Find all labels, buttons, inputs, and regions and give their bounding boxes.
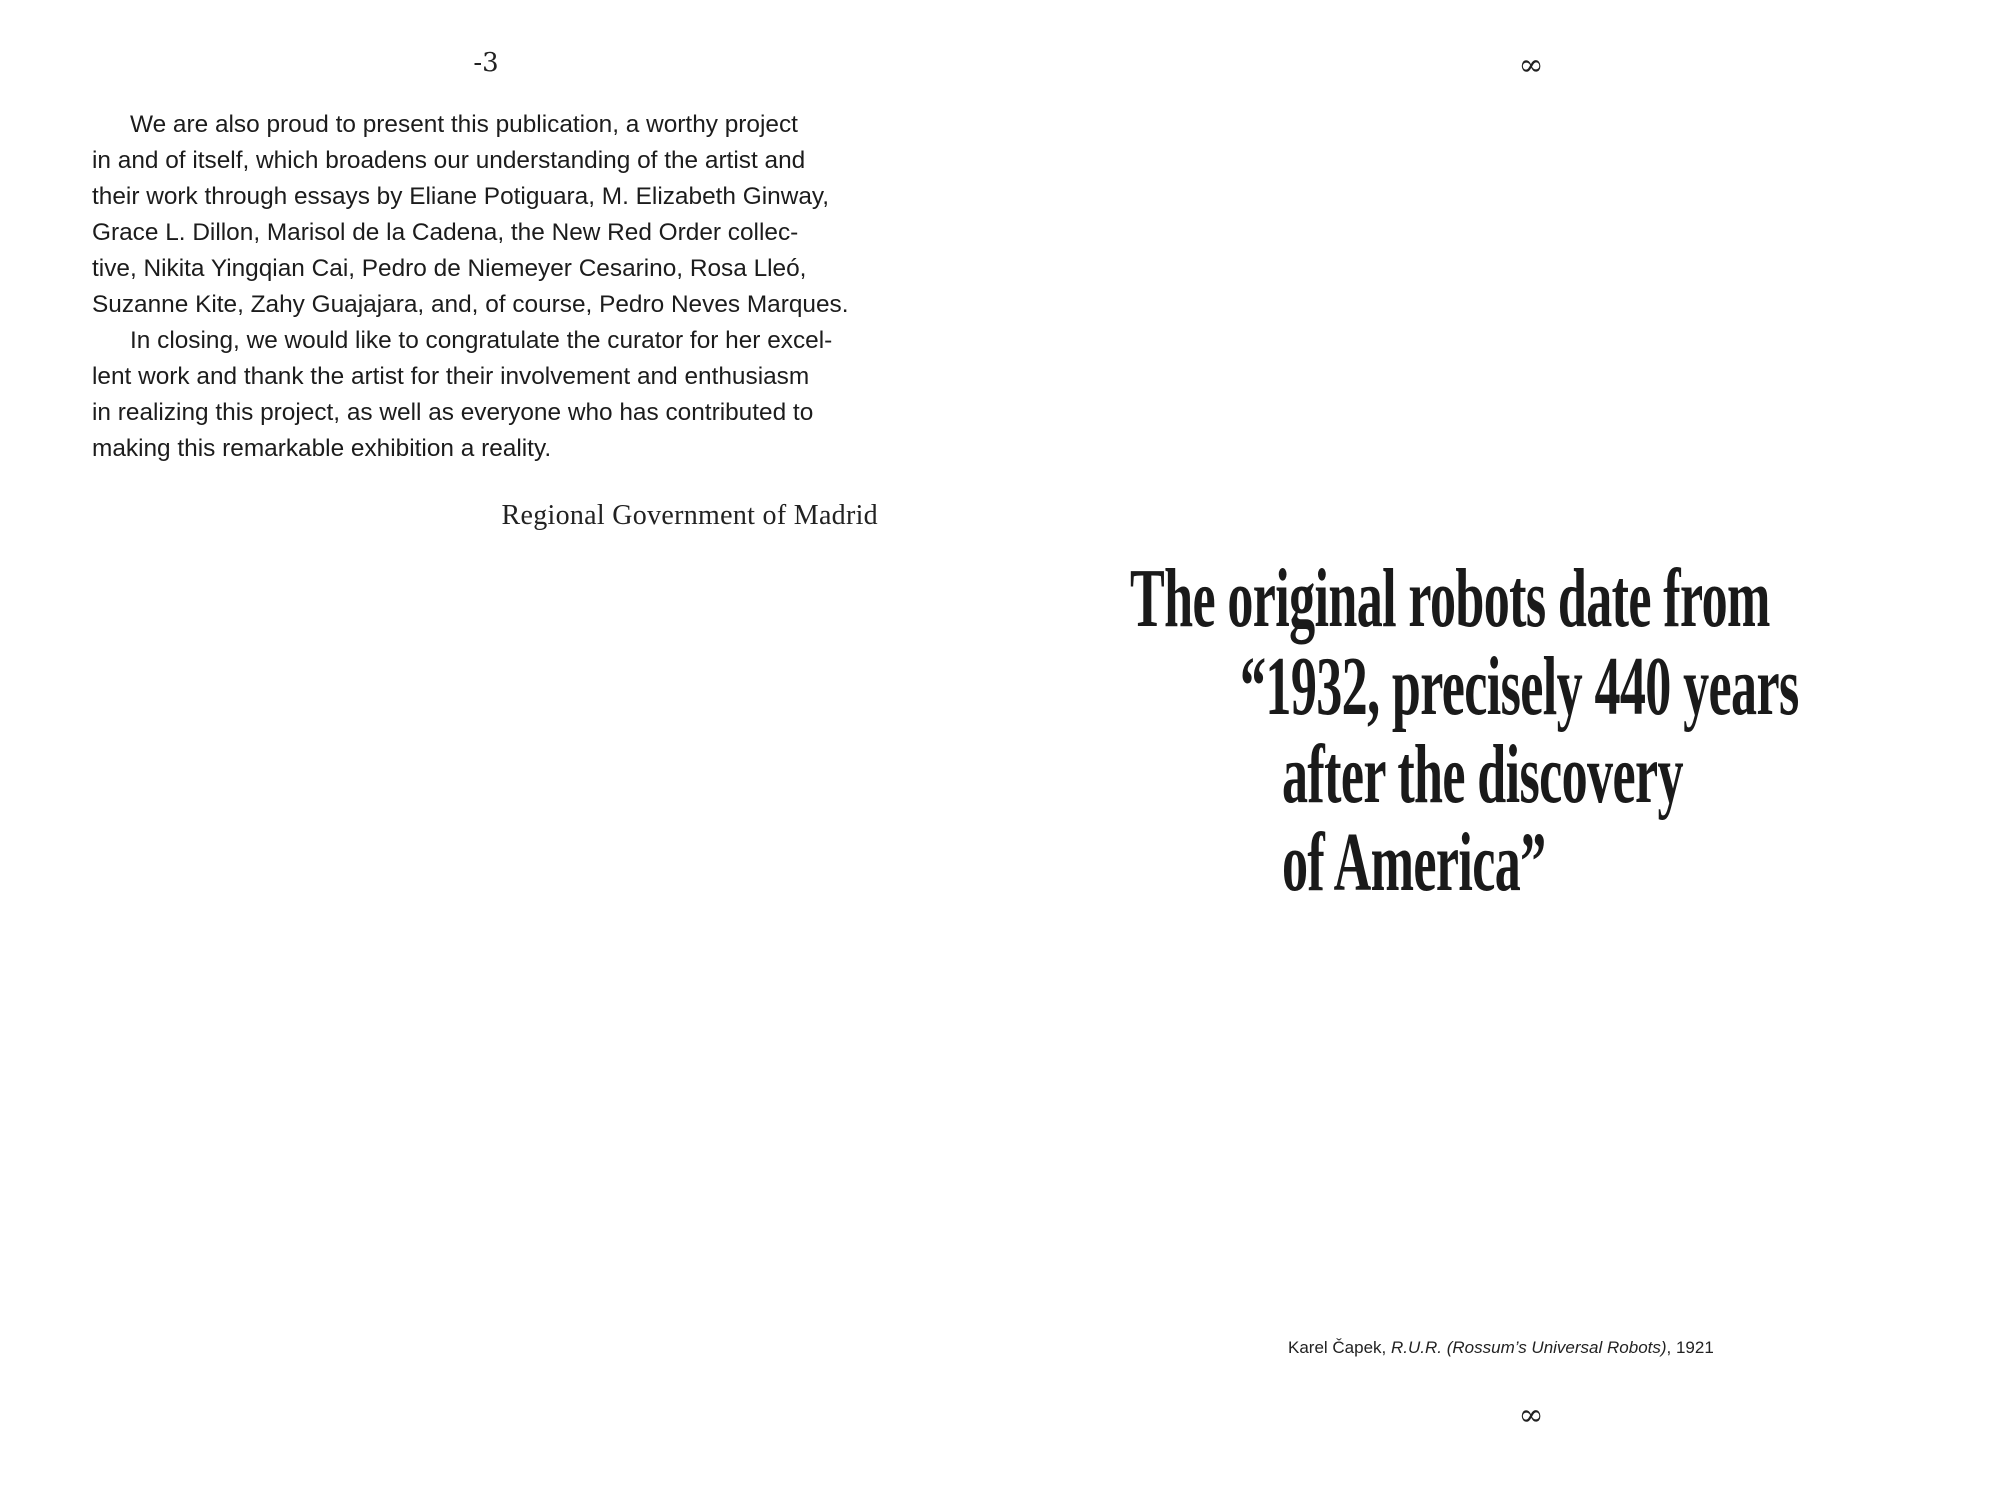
quote-line: after the discovery — [1282, 728, 1683, 821]
paragraph-1 — [92, 107, 886, 323]
paragraph-2 — [92, 323, 886, 467]
signature: Regional Government of Madrid — [501, 500, 878, 531]
caption-author: Karel Čapek, — [1288, 1338, 1391, 1357]
text-line: lent work and thank the artist for their involvement and enthusiasm — [92, 363, 810, 390]
text-line: Grace L. Dillon, Marisol de la Cadena, the New Red Order collec- — [92, 219, 799, 246]
quote-line: of America” — [1282, 816, 1546, 909]
text-line: In closing, we would like to congratulate the curator for her excel- — [130, 327, 833, 354]
quote-line: The original robots date from — [1130, 552, 1770, 645]
page-number-left: -3 — [473, 48, 499, 78]
text-line: in and of itself, which broadens our understanding of the artist and — [92, 147, 806, 174]
text-line: making this remarkable exhibition a reality. — [92, 435, 552, 462]
text-line: in realizing this project, as well as everyone who has contributed to — [92, 399, 814, 426]
quote-caption — [1288, 1338, 1808, 1358]
caption-title: R.U.R. (Rossum’s Universal Robots) — [1391, 1338, 1667, 1357]
quote-line: “1932, precisely 440 years — [1240, 640, 1799, 733]
text-line: We are also proud to present this publication, a worthy project — [130, 111, 798, 138]
text-line: their work through essays by Eliane Potiguara, M. Elizabeth Ginway, — [92, 183, 830, 210]
page-number-right-bottom: ∞ — [1518, 1398, 1544, 1433]
text-line: tive, Nikita Yingqian Cai, Pedro de Niemeyer Cesarino, Rosa Lleó, — [92, 255, 807, 282]
caption-year: , 1921 — [1666, 1338, 1714, 1357]
body-text — [92, 107, 886, 467]
page-number-right-top: ∞ — [1518, 48, 1544, 83]
pull-quote — [1130, 552, 1970, 909]
text-line: Suzanne Kite, Zahy Guajajara, and, of course, Pedro Neves Marques. — [92, 291, 849, 318]
